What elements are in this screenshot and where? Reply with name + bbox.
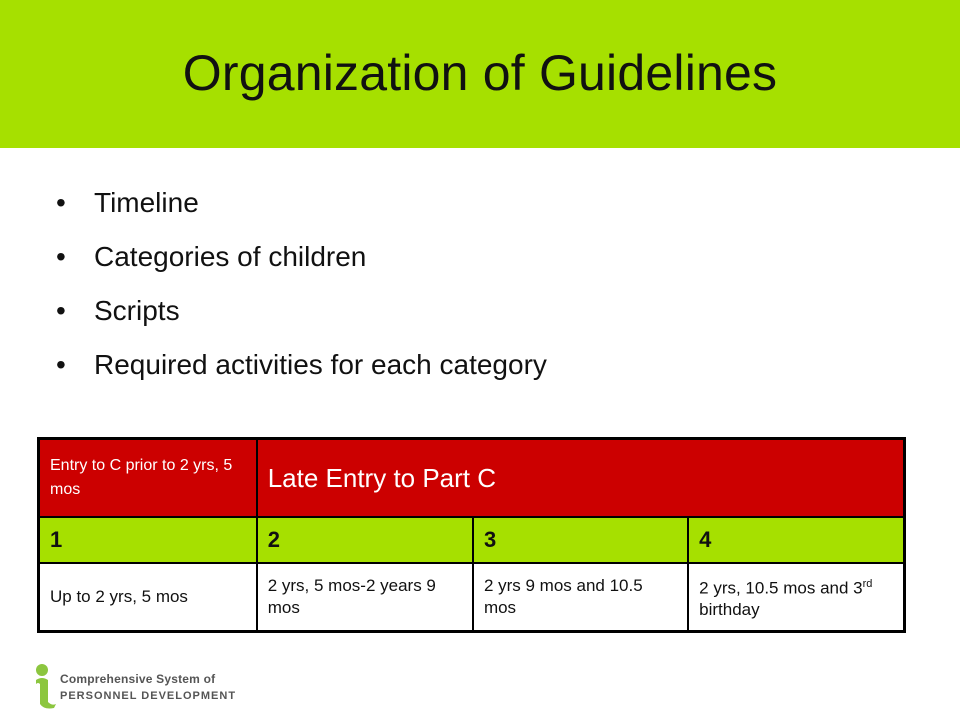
bullet-dot: • <box>56 295 66 326</box>
bullet-text: Timeline <box>94 187 199 218</box>
bullet-list <box>56 176 547 392</box>
logo-line2: PERSONNEL DEVELOPMENT <box>60 690 237 702</box>
category-desc: 2 yrs 9 mos and 10.5 mos <box>473 563 688 632</box>
desc4-post: birthday <box>699 600 760 620</box>
guidelines-table <box>37 437 906 633</box>
logo-line1: Comprehensive System of <box>60 672 216 686</box>
table-header-row <box>39 439 905 518</box>
category-number: 4 <box>688 517 904 563</box>
list-item <box>56 284 547 338</box>
table-number-row <box>39 517 905 563</box>
desc4-sup: rd <box>862 577 873 590</box>
bullet-text: Scripts <box>94 295 180 326</box>
list-item <box>56 176 547 230</box>
table-desc-row <box>39 563 905 632</box>
category-number: 1 <box>39 517 257 563</box>
category-number: 2 <box>257 517 473 563</box>
category-number: 3 <box>473 517 688 563</box>
category-desc <box>688 563 904 632</box>
bullet-dot: • <box>56 349 66 380</box>
list-item <box>56 230 547 284</box>
slide-title: Organization of Guidelines <box>182 45 778 101</box>
bullet-dot: • <box>56 241 66 272</box>
category-desc: Up to 2 yrs, 5 mos <box>39 563 257 632</box>
header-late-entry: Late Entry to Part C <box>257 439 905 518</box>
bullet-dot: • <box>56 187 66 218</box>
bullet-text: Categories of children <box>94 241 367 272</box>
list-item <box>56 338 547 392</box>
desc4-pre: 2 yrs, 10.5 mos and 3 <box>699 578 863 598</box>
header-early-entry: Entry to C prior to 2 yrs, 5 mos <box>39 439 257 518</box>
cspd-logo-icon <box>32 662 252 710</box>
category-desc: 2 yrs, 5 mos-2 years 9 mos <box>257 563 473 632</box>
bullet-text: Required activities for each category <box>94 349 547 380</box>
